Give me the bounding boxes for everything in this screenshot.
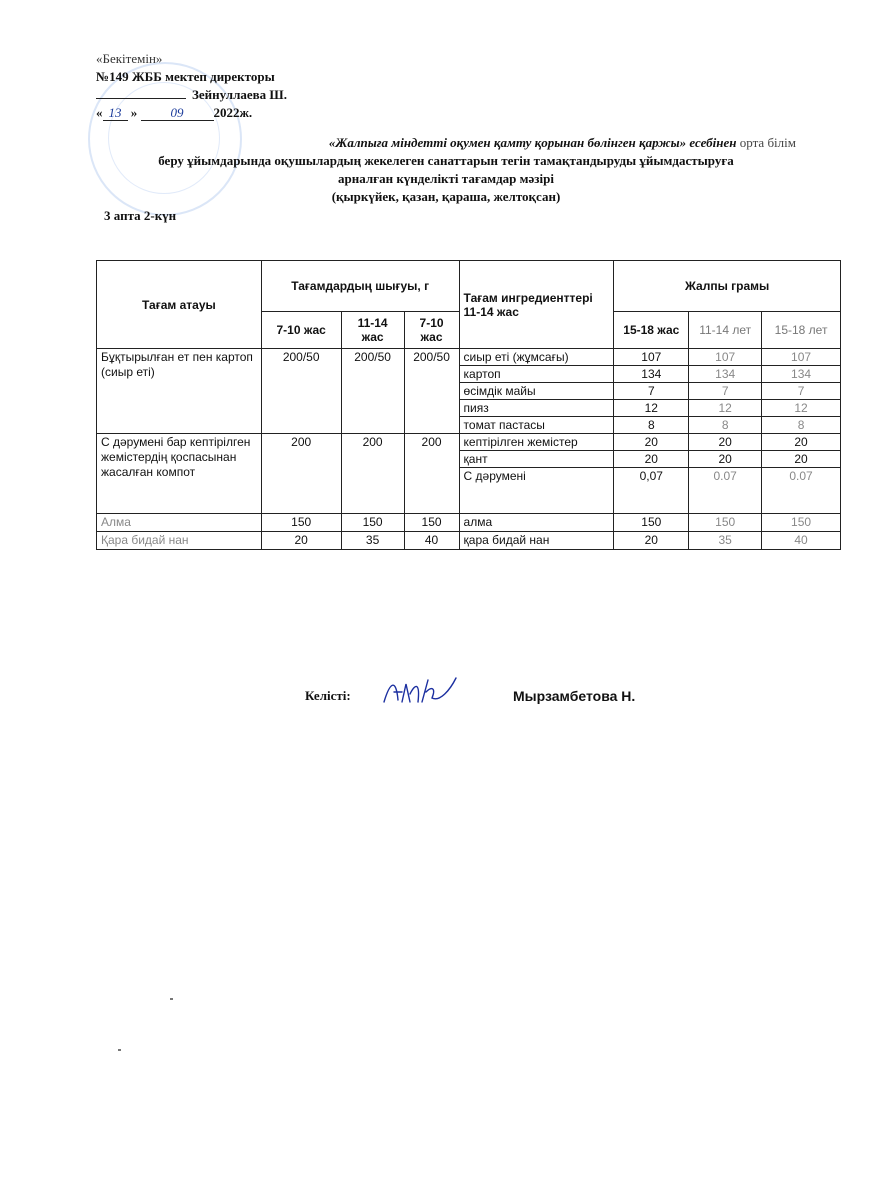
dish-name: Бұқтырылған ет пен картоп (сиыр еті) [97,349,262,434]
agreed-label: Келісті: [305,688,351,703]
dish-yield: 200/50 [404,349,459,434]
ingredient-amount: 20 [689,434,762,451]
header-total: Жалпы грамы [614,261,841,312]
scan-speck [170,998,173,1000]
ingredient-amount: 8 [614,417,689,434]
header-total-age-1: 15-18 жас [614,312,689,349]
title-line-3: арналған күнделікті тағамдар мәзірі [338,171,554,186]
ingredient-name: пияз [459,400,614,417]
ingredient-amount: 8 [689,417,762,434]
ingredient-amount: 12 [614,400,689,417]
ingredient-name: өсімдік майы [459,383,614,400]
ingredient-amount: 107 [762,349,841,366]
dish-yield: 200 [341,434,404,514]
dish-yield: 150 [404,514,459,532]
week-day-label: 3 апта 2-күн [104,208,177,223]
ingredient-name: алма [459,514,614,532]
dish-yield: 200 [404,434,459,514]
ingredient-amount: 12 [762,400,841,417]
ingredient-amount: 0.07 [762,468,841,514]
signer-name: Мырзамбетова Н. [513,688,636,704]
header-yield-age-1: 7-10 жас [261,312,341,349]
date-year: 2022ж. [213,105,253,120]
handwritten-signature-icon [380,672,460,712]
ingredient-amount: 7 [762,383,841,400]
dish-yield: 200 [261,434,341,514]
table-row [97,434,841,451]
approval-heading: «Бекітемін» [96,51,163,66]
title-line-1: «Жалпыға міндетті оқумен қамту қорынан бөлінген қаржы» есебінен орта білім [328,135,796,150]
table-row [97,349,841,366]
ingredient-amount: 107 [614,349,689,366]
menu-table [96,260,841,550]
date-month: 09 [141,105,214,121]
dish-yield: 40 [404,532,459,550]
dish-yield: 20 [261,532,341,550]
dish-yield: 200/50 [341,349,404,434]
ingredient-amount: 7 [614,383,689,400]
ingredient-amount: 8 [762,417,841,434]
header-total-age-2: 11-14 лет [689,312,762,349]
ingredient-amount: 134 [762,366,841,383]
date-day: 13 [103,105,128,121]
table-row [97,514,841,532]
ingredient-amount: 134 [614,366,689,383]
ingredient-name: қант [459,451,614,468]
header-yield-age-2: 11-14 жас [341,312,404,349]
ingredient-amount: 20 [762,434,841,451]
table-row [97,532,841,550]
dish-yield: 35 [341,532,404,550]
ingredient-amount: 0.07 [689,468,762,514]
ingredient-amount: 150 [762,514,841,532]
ingredient-name: сиыр еті (жұмсағы) [459,349,614,366]
director-position: №149 ЖББ мектеп директоры [96,69,275,84]
header-total-age-3: 15-18 лет [762,312,841,349]
dish-yield: 150 [341,514,404,532]
ingredient-amount: 20 [762,451,841,468]
dish-name: Қара бидай нан [97,532,262,550]
title-line-2: беру ұйымдарында оқушылардың жекелеген санаттарын тегін тамақтандыруды ұйымдастыруға [158,153,734,168]
ingredient-amount: 12 [689,400,762,417]
header-yield: Тағамдардың шығуы, г [261,261,459,312]
ingredient-amount: 150 [689,514,762,532]
scan-speck [118,1049,121,1051]
title-line-4: (қыркүйек, қазан, қараша, желтоқсан) [331,189,561,204]
signature-underline [96,86,186,99]
ingredient-amount: 7 [689,383,762,400]
director-name: Зейнуллаева Ш. [192,87,287,102]
dish-name: С дәрумені бар кептірілген жемістердің қоспасынан жасалған компот [97,434,262,514]
ingredient-amount: 20 [689,451,762,468]
menu-title [96,134,796,206]
ingredient-name: картоп [459,366,614,383]
ingredient-amount: 107 [689,349,762,366]
ingredient-amount: 20 [614,451,689,468]
dish-yield: 200/50 [261,349,341,434]
ingredient-amount: 20 [614,532,689,550]
approval-block [96,50,287,122]
approval-date: « 13 » 09 2022ж. [96,105,253,120]
ingredient-amount: 0,07 [614,468,689,514]
ingredient-amount: 134 [689,366,762,383]
header-dish-name: Тағам атауы [97,261,262,349]
ingredient-amount: 35 [689,532,762,550]
ingredient-amount: 20 [614,434,689,451]
ingredient-amount: 150 [614,514,689,532]
ingredient-name: қара бидай нан [459,532,614,550]
header-yield-age-3: 7-10 жас [404,312,459,349]
dish-yield: 150 [261,514,341,532]
ingredient-name: С дәрумені [459,468,614,514]
director-signature-line [96,86,287,104]
ingredient-amount: 40 [762,532,841,550]
ingredient-name: кептірілген жемістер [459,434,614,451]
header-ingredients: Тағам ингредиенттері 11-14 жас [459,261,614,349]
dish-name: Алма [97,514,262,532]
ingredient-name: томат пастасы [459,417,614,434]
